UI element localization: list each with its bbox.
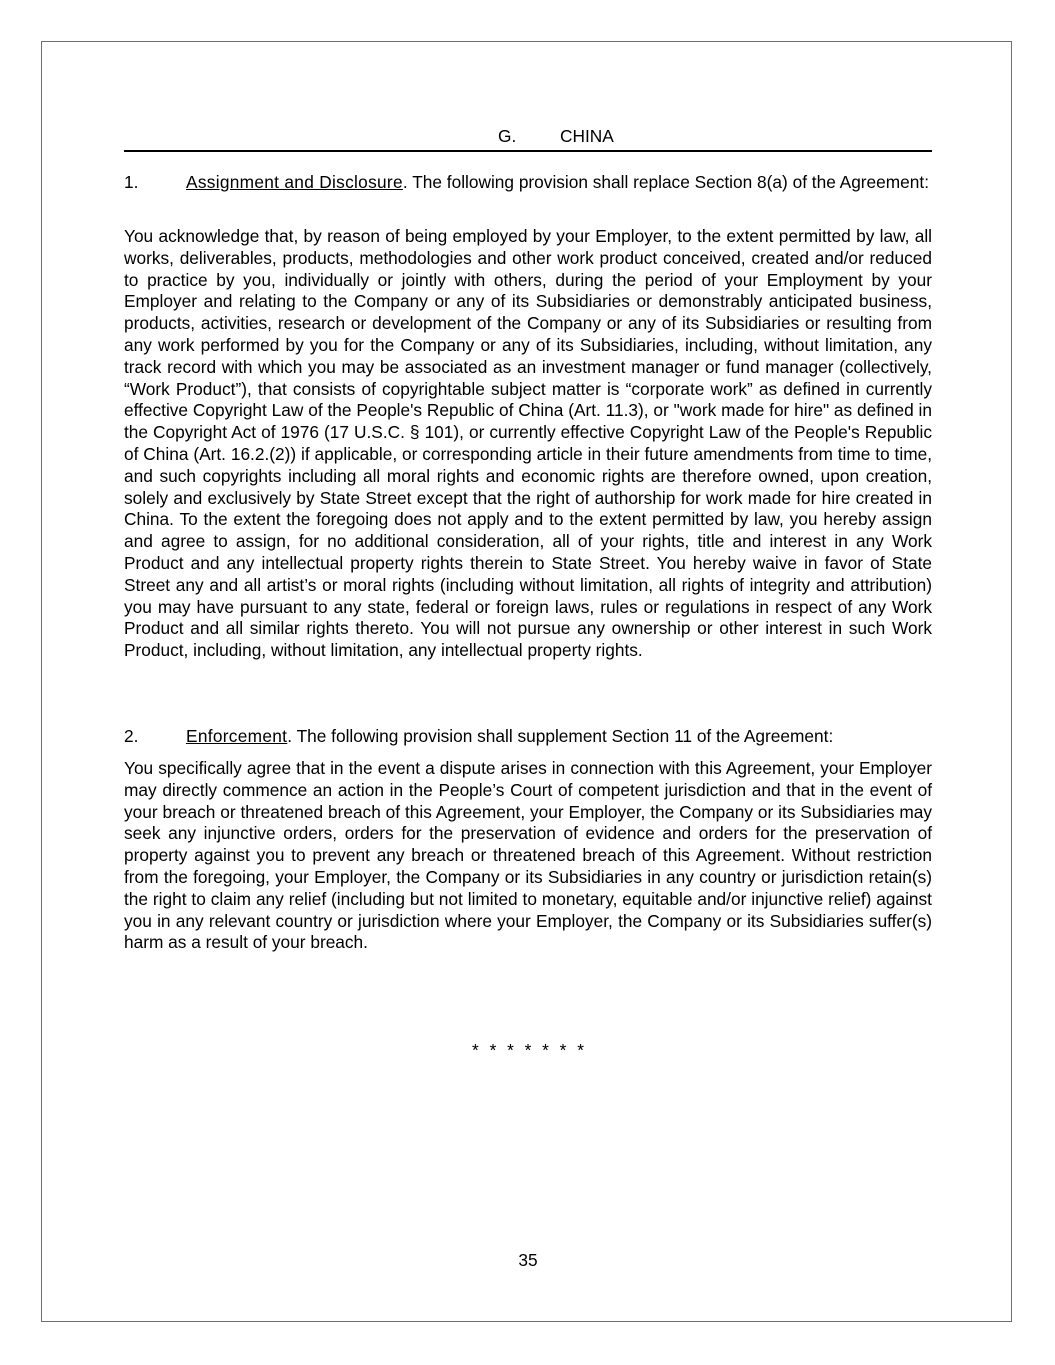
heading-country: CHINA	[560, 126, 614, 146]
section-1-intro: . The following provision shall replace Section 8(a) of the Agreement:	[402, 172, 929, 192]
section-1-body: You acknowledge that, by reason of being employed by your Employer, to the extent permitted by law, all works, deliverables, products, methodologies and other work product conceived, created and/or reduced to practice by you, individually or jointly with others, during the period of your Employment by your Employer and relating to the Company or any of its Subsidiaries or demonstrably anticipated business, products, activities, research or development of the Company or any of its Subsidiaries or resulting from any work performed by you for the Company or any of its Subsidiaries, including, without limitation, any track record with which you may be associated as an investment manager or fund manager (collectively, “Work Product”), that consists of copyrightable subject matter is “corporate work” as defined in currently effective Copyright Law of the People's Republic of China (Art. 11.3), or "work made for hire" as defined in the Copyright Act of 1976 (17 U.S.C. § 101), or currently effective Copyright Law of the People's Republic of China (Art. 16.2.(2)) if applicable, or corresponding article in their future amendments from time to time, and such copyrights including all moral rights and economic rights are therefore owned, upon creation, solely and exclusively by State Street except that the right of authorship for work made for hire created in China. To the extent the foregoing does not apply and to the extent permitted by law, you hereby assign and agree to assign, for no additional consideration, all of your rights, title and interest in any Work Product and any intellectual property rights therein to State Street. You hereby waive in favor of State Street any and all artist’s or moral rights (including without limitation, all rights of integrity and attribution) you may have pursuant to any state, federal or foreign laws, rules or regulations in respect of any Work Product and all similar rights thereto. You will not pursue any ownership or other interest in such Work Product, including, without limitation, any intellectual property rights.	[124, 226, 932, 661]
section-2-number: 2.	[124, 726, 139, 746]
section-heading	[124, 126, 932, 152]
section-2-header	[124, 726, 932, 748]
section-1-header	[124, 172, 932, 194]
separator-stars: * * * * * * *	[472, 1040, 584, 1060]
document-page	[41, 41, 1012, 1322]
section-2-title: Enforcement	[186, 726, 288, 746]
section-1-number: 1.	[124, 172, 139, 192]
section-1-title: Assignment and Disclosure	[186, 172, 403, 192]
page-number: 35	[518, 1250, 538, 1270]
section-2-intro: . The following provision shall supplement Section 11 of the Agreement:	[287, 726, 834, 746]
section-2-body: You specifically agree that in the event a dispute arises in connection with this Agreement, your Employer may directly commence an action in the People’s Court of competent jurisdiction and that in the event of your breach or threatened breach of this Agreement, your Employer, the Company or its Subsidiaries may seek any injunctive orders, orders for the preservation of evidence and orders for the preservation of property against you to prevent any breach or threatened breach of this Agreement. Without restriction from the foregoing, your Employer, the Company or its Subsidiaries in any country or jurisdiction retain(s) the right to claim any relief (including but not limited to monetary, equitable and/or injunctive relief) against you in any relevant country or jurisdiction where your Employer, the Company or its Subsidiaries suffer(s) harm as a result of your breach.	[124, 758, 932, 953]
heading-letter: G.	[498, 126, 517, 146]
